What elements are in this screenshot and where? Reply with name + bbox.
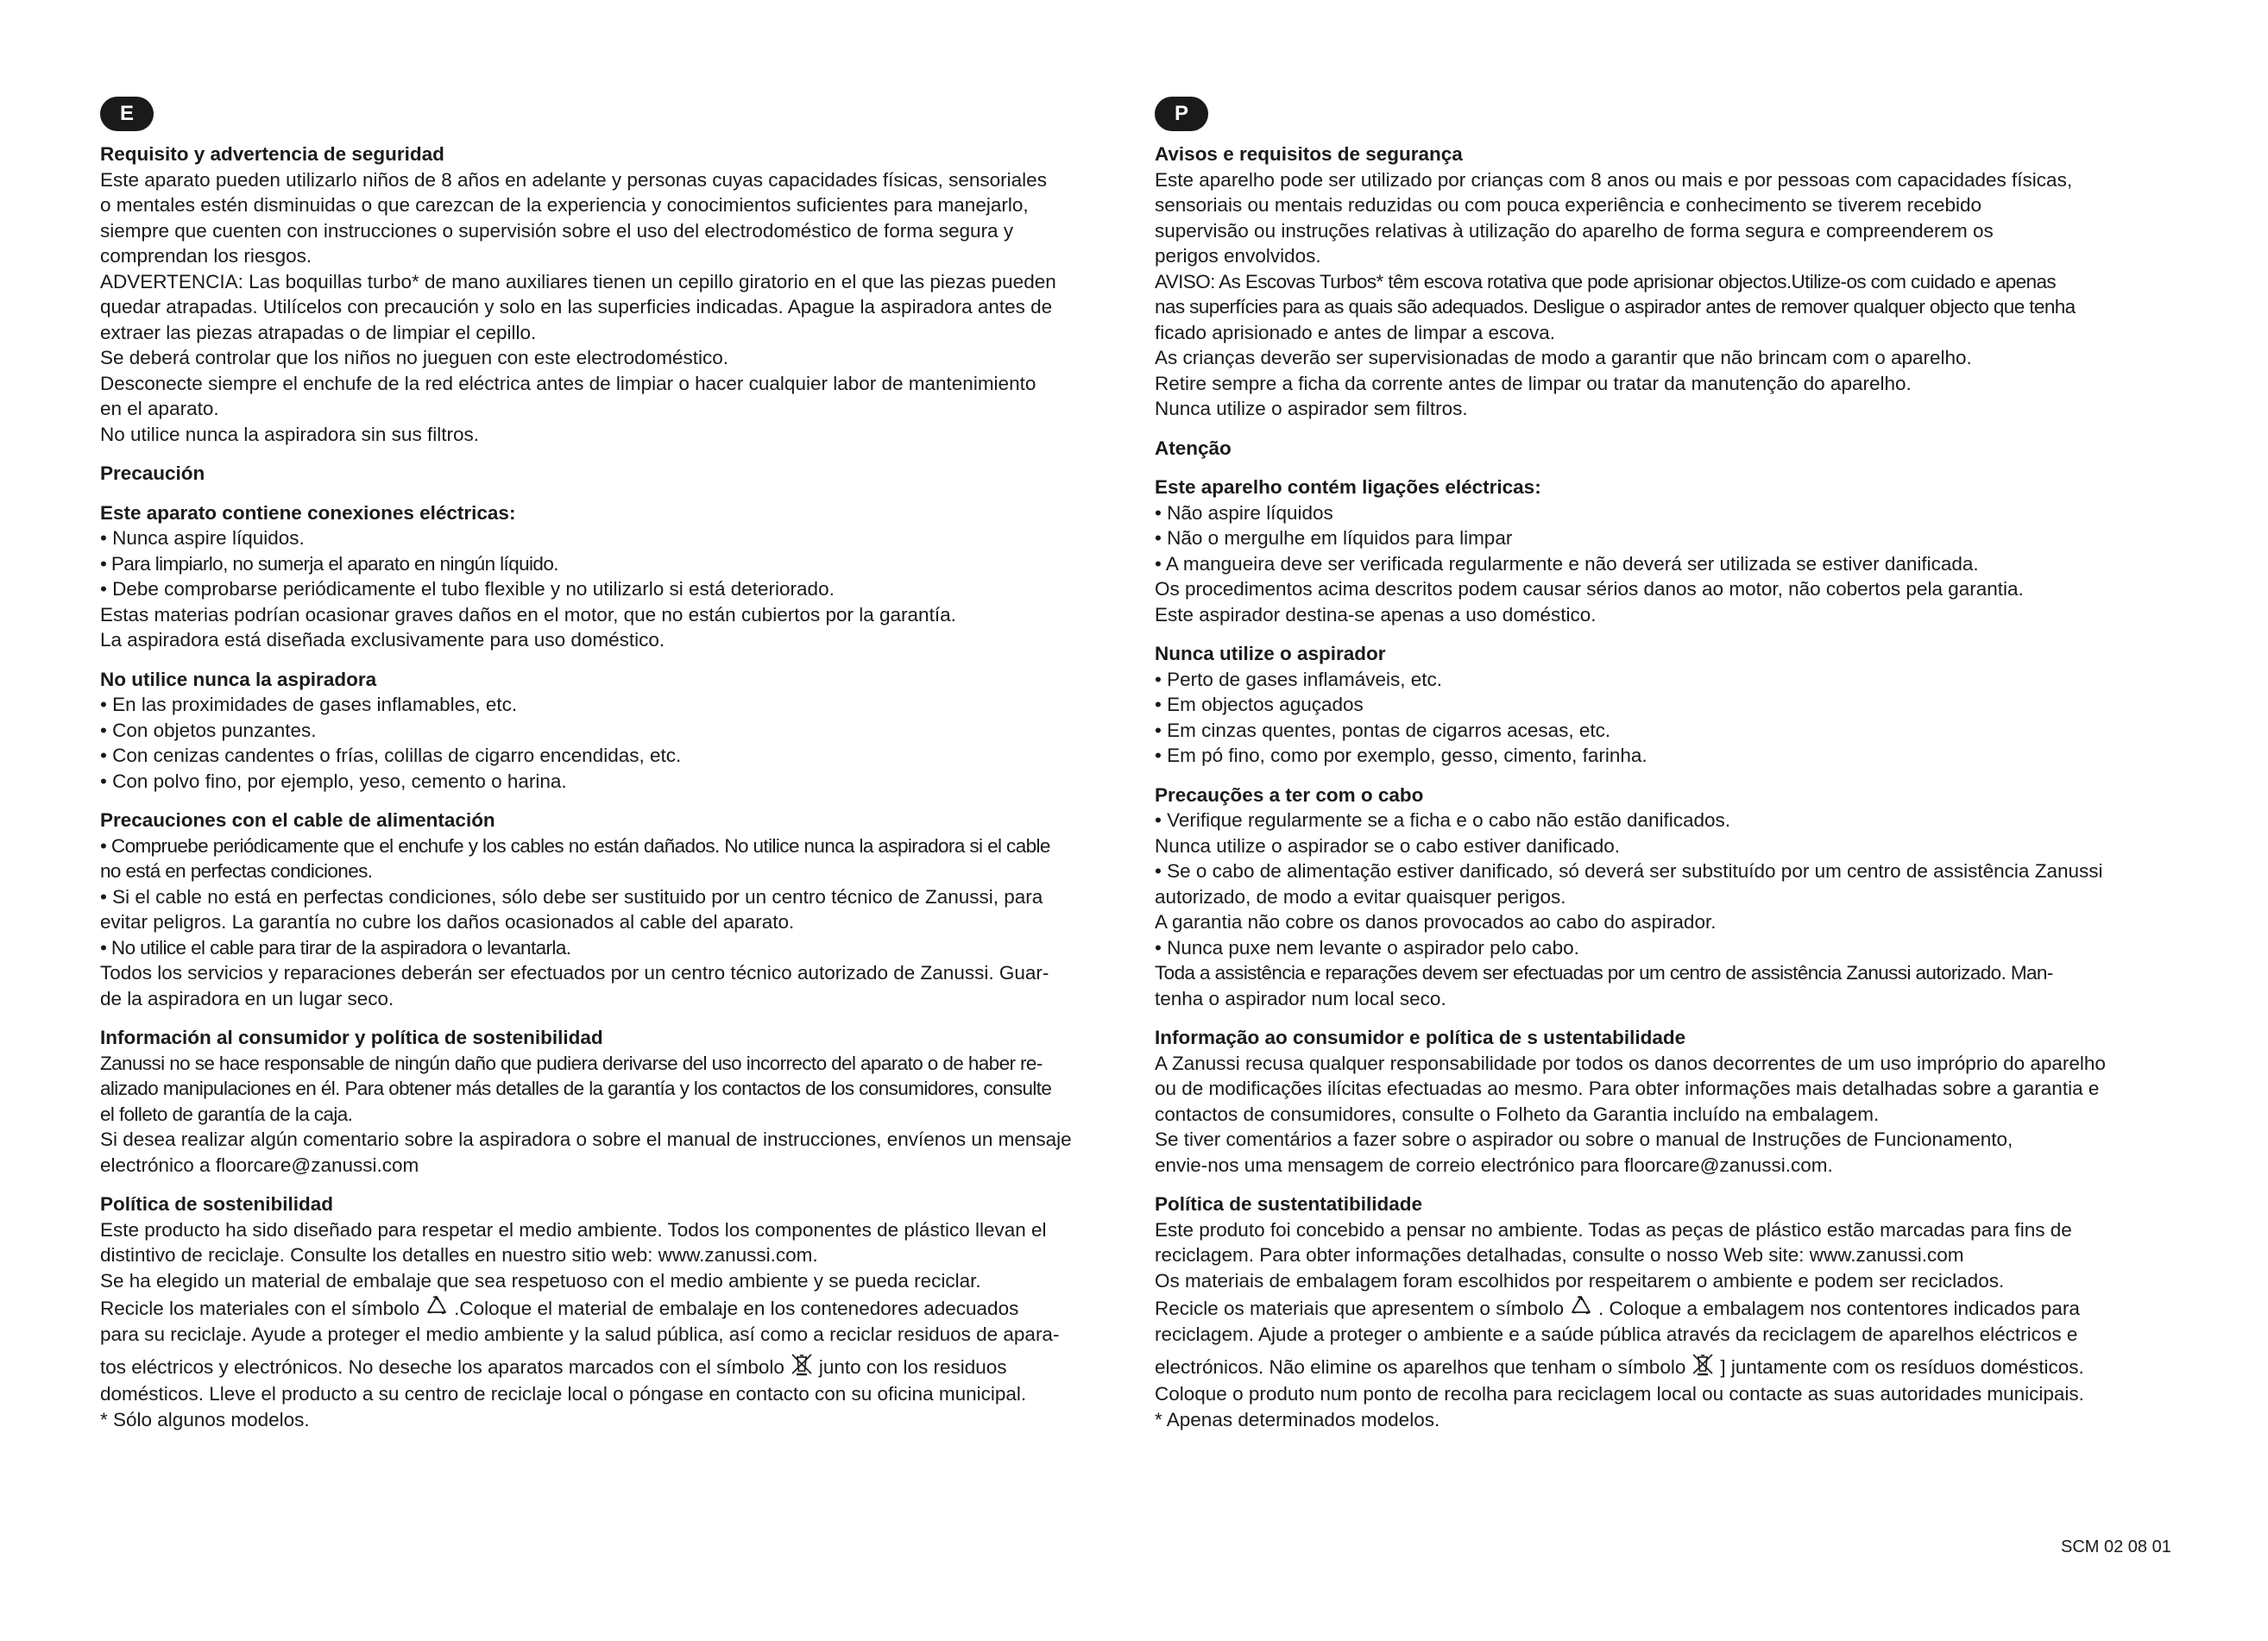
weee-line [1155,1347,2190,1381]
text-line: Nunca utilize o aspirador sem filtros. [1155,398,1468,419]
text-line: Se tiver comentários a fazer sobre o aspirador ou sobre o manual de Instruções de Funcionamento, [1155,1129,2013,1150]
caution-section [100,461,1136,487]
text-line: siempre que cuenten con instrucciones o supervisión sobre el uso del electrodoméstico de forma segura y [100,219,1014,242]
list-item: • Se o cabo de alimentação estiver danificado, só deverá ser substituído por um centro de assistência Zanussi [1155,860,2103,882]
text-line: A Zanussi recusa qualquer responsabilidade por todos os danos decorrentes de um uso impróprio do aparelho [1155,1052,2106,1074]
text-span: electrónicos. Não elimine os aparelhos que tenham o símbolo [1155,1356,1686,1378]
text-line: ficado aprisionado e antes de limpar a escova. [1155,321,1556,343]
text-span: Recicle os materiais que apresentem o símbolo [1155,1298,1564,1319]
consumer-info-section [1155,1025,2190,1178]
language-badge-portuguese: P [1155,97,1208,131]
text-line: comprendan los riesgos. [100,245,312,267]
list-item: • En las proximidades de gases inflamables, etc. [100,694,518,715]
list-item: • Nunca aspire líquidos. [100,527,305,549]
recycle-icon [1569,1293,1593,1317]
safety-section [1155,141,2190,422]
document-code: SCM 02 08 01 [2061,1537,2171,1556]
list-item: • Si el cable no está en perfectas condiciones, sólo debe ser sustituido por un centro técnico de Zanussi, para [100,885,1043,908]
electrical-section [100,500,1136,653]
text-span: ] juntamente com os resíduos domésticos. [1720,1356,2084,1378]
text-line: Este aparelho pode ser utilizado por crianças com 8 anos ou mais e por pessoas com capacidades físicas, [1155,168,2073,191]
text-line: Coloque o produto num ponto de recolha para reciclagem local ou contacte as suas autoridades municipais. [1155,1383,2084,1405]
cable-section [1155,783,2190,1012]
sustainability-section [100,1191,1136,1432]
text-line: A garantia não cobre os danos provocados ao cabo do aspirador. [1155,911,1717,933]
text-line: Este producto ha sido diseñado para respetar el medio ambiente. Todos los componentes de plástico llevan el [100,1218,1047,1241]
portuguese-column [1155,97,2190,1446]
list-item: • Não aspire líquidos [1155,501,1333,524]
section-heading: Nunca utilize o aspirador [1155,643,1386,664]
language-badge-spanish: E [100,97,154,131]
list-item: • Con polvo fino, por ejemplo, yeso, cemento o harina. [100,770,567,792]
text-line: Os procedimentos acima descritos podem causar sérios danos ao motor, não cobertos pela garantia. [1155,578,2024,600]
electrical-section [1155,475,2190,627]
section-heading: Avisos e requisitos de segurança [1155,143,1463,165]
text-line: As crianças deverão ser supervisionadas de modo a garantir que não brincam com o aparelho. [1155,347,1972,368]
section-heading: Precauções a ter com o cabo [1155,783,1424,806]
text-line: AVISO: As Escovas Turbos* têm escova rotativa que pode aprisionar objectos.Utilize-os com cuidado e apenas [1155,270,2057,292]
section-heading: Informação ao consumidor e política de s ustentabilidade [1155,1027,1686,1048]
text-line: ADVERTENCIA: Las boquillas turbo* de mano auxiliares tienen un cepillo giratorio en el que las piezas pueden [100,270,1056,292]
text-line: sensoriais ou mentais reduzidas ou com pouca experiência e conhecimento se tiverem recebido [1155,194,1982,216]
text-line: en el aparato. [100,398,219,419]
text-line: Zanussi no se hace responsable de ningún daño que pudiera derivarse del uso incorrecto del aparato o de haber re- [100,1052,1043,1074]
text-span: junto con los residuos [818,1356,1007,1378]
text-line: autorizado, de modo a evitar quaisquer perigos. [1155,885,1566,908]
consumer-info-section [100,1025,1136,1178]
text-line: extraer las piezas atrapadas o de limpiar el cepillo. [100,321,537,343]
text-line: de la aspiradora en un lugar seco. [100,987,394,1009]
text-line: nas superfícies para as quais são adequados. Desligue o aspirador antes de remover qualquer objecto que tenha [1155,296,2076,318]
recycle-line [1155,1293,2190,1322]
recycle-line [100,1293,1136,1322]
list-item: • Nunca puxe nem levante o aspirador pelo cabo. [1155,936,1579,959]
list-item: • Compruebe periódicamente que el enchufe y los cables no están dañados. No utilice nunca la aspiradora si el cable [100,834,1050,857]
list-item: • Para limpiarlo, no sumerja el aparato en ningún líquido. [100,552,558,575]
text-line: Este aparato pueden utilizarlo niños de 8 años en adelante y personas cuyas capacidades físicas, sensoriales [100,168,1047,191]
text-line: Nunca utilize o aspirador se o cabo estiver danificado. [1155,834,1621,857]
text-line: ou de modificações ilícitas efectuadas ao mesmo. Para obter informações mais detalhadas sobre a garantia e [1155,1078,2100,1099]
text-line: tenha o aspirador num local seco. [1155,987,1446,1009]
weee-line [100,1347,1136,1381]
section-heading: Precauciones con el cable de alimentación [100,809,495,831]
section-heading: Este aparelho contém ligações eléctricas: [1155,476,1541,498]
list-item: • Em pó fino, como por exemplo, gesso, cimento, farinha. [1155,745,1647,766]
text-line: distintivo de reciclaje. Consulte los detalles en nuestro sitio web: www.zanussi.com. [100,1244,818,1266]
footnote: * Apenas determinados modelos. [1155,1408,1440,1430]
sustainability-section [1155,1191,2190,1432]
text-line: reciclagem. Para obter informações detalhadas, consulte o nosso Web site: www.zanussi.com [1155,1244,1964,1266]
list-item: • Em cinzas quentes, pontas de cigarros acesas, etc. [1155,719,1611,741]
crossed-bin-icon [1691,1352,1715,1376]
section-heading: Precaución [100,462,205,484]
text-line: La aspiradora está diseñada exclusivamente para uso doméstico. [100,629,665,651]
list-item: • No utilice el cable para tirar de la aspiradora o levantarla. [100,936,571,959]
caution-section [1155,436,2190,462]
safety-section [100,141,1136,447]
list-item: • Debe comprobarse periódicamente el tubo flexible y no utilizarlo si está deteriorado. [100,578,835,600]
text-span: . Coloque a embalagem nos contentores indicados para [1597,1298,2080,1319]
text-line: Se deberá controlar que los niños no jueguen con este electrodoméstico. [100,347,728,368]
list-item: • Perto de gases inflamáveis, etc. [1155,668,1443,690]
text-line: o mentales estén disminuidas o que carezcan de la experiencia y conocimientos suficientes para manejarlo, [100,194,1029,216]
list-item: • Em objectos aguçados [1155,694,1364,715]
text-line: no está en perfectas condiciones. [100,860,373,882]
crossed-bin-icon [790,1352,814,1376]
section-heading: Requisito y advertencia de seguridad [100,143,444,165]
text-line: electrónico a floorcare@zanussi.com [100,1154,419,1176]
text-line: el folleto de garantía de la caja. [100,1103,353,1125]
list-item: • Verifique regularmente se a ficha e o cabo não estão danificados. [1155,809,1731,831]
text-line: quedar atrapadas. Utilícelos con precaución y solo en las superficies indicadas. Apague la aspiradora antes de [100,296,1053,318]
section-heading: No utilice nunca la aspiradora [100,668,377,690]
section-heading: Atenção [1155,437,1232,459]
never-use-section [1155,641,2190,769]
text-line: Toda a assistência e reparações devem ser efectuadas por um centro de assistência Zanussi autorizado. Man- [1155,962,2053,984]
section-heading: Este aparato contiene conexiones eléctricas: [100,501,516,524]
text-span: .Coloque el material de embalaje en los contenedores adecuados [454,1298,1019,1319]
text-line: Desconecte siempre el enchufe de la red eléctrica antes de limpiar o hacer cualquier labor de mantenimiento [100,372,1036,394]
text-line: Se ha elegido un material de embalaje que sea respetuoso con el medio ambiente y se pueda reciclar. [100,1269,981,1292]
text-line: evitar peligros. La garantía no cubre los daños ocasionados al cable del aparato. [100,911,795,933]
text-line: Retire sempre a ficha da corrente antes de limpar ou tratar da manutenção do aparelho. [1155,372,1912,394]
section-heading: Información al consumidor y política de sostenibilidad [100,1027,603,1048]
text-line: Este produto foi concebido a pensar no ambiente. Todas as peças de plástico estão marcadas para fins de [1155,1218,2072,1241]
text-line: Os materiais de embalagem foram escolhidos por respeitarem o ambiente e podem ser reciclados. [1155,1269,2005,1292]
text-line: Estas materias podrían ocasionar graves daños en el motor, que no están cubiertos por la garantía. [100,603,956,626]
never-use-section [100,667,1136,795]
text-span: Recicle los materiales con el símbolo [100,1298,420,1319]
text-line: domésticos. Lleve el producto a su centro de reciclaje local o póngase en contacto con su oficina municipal. [100,1383,1027,1405]
list-item: • Não o mergulhe em líquidos para limpar [1155,527,1513,549]
spanish-column [100,97,1136,1446]
text-line: Si desea realizar algún comentario sobre la aspiradora o sobre el manual de instrucciones, envíenos un mensaje [100,1129,1072,1150]
list-item: • A mangueira deve ser verificada regularmente e não deverá ser utilizada se estiver danificada. [1155,552,1979,575]
text-line: envie-nos uma mensagem de correio electrónico para floorcare@zanussi.com. [1155,1154,1833,1176]
text-line: perigos envolvidos. [1155,245,1321,267]
text-line: supervisão ou instruções relativas à utilização do aparelho de forma segura e compreenderem os [1155,219,1994,242]
text-line: alizado manipulaciones en él. Para obtener más detalles de la garantía y los contactos de los consumidores, consulte [100,1078,1052,1099]
text-line: Este aspirador destina-se apenas a uso doméstico. [1155,603,1597,626]
section-heading: Política de sustentatibilidade [1155,1193,1423,1215]
list-item: • Con objetos punzantes. [100,719,317,741]
text-line: para su reciclaje. Ayude a proteger el medio ambiente y la salud pública, así como a reciclar residuos de apara- [100,1323,1060,1345]
cable-section [100,808,1136,1011]
text-line: No utilice nunca la aspiradora sin sus filtros. [100,423,479,445]
text-line: contactos de consumidores, consulte o Folheto da Garantia incluído na embalagem. [1155,1103,1880,1125]
recycle-icon [425,1293,449,1317]
section-heading: Política de sostenibilidad [100,1193,334,1215]
text-line: reciclagem. Ajude a proteger o ambiente e a saúde pública através da reciclagem de aparelhos eléctricos e [1155,1323,2078,1345]
footnote: * Sólo algunos modelos. [100,1408,310,1430]
text-line: Todos los servicios y reparaciones deberán ser efectuados por un centro técnico autorizado de Zanussi. Guar- [100,962,1049,984]
list-item: • Con cenizas candentes o frías, colillas de cigarro encendidas, etc. [100,745,682,766]
text-span: tos eléctricos y electrónicos. No deseche los aparatos marcados con el símbolo [100,1356,784,1378]
